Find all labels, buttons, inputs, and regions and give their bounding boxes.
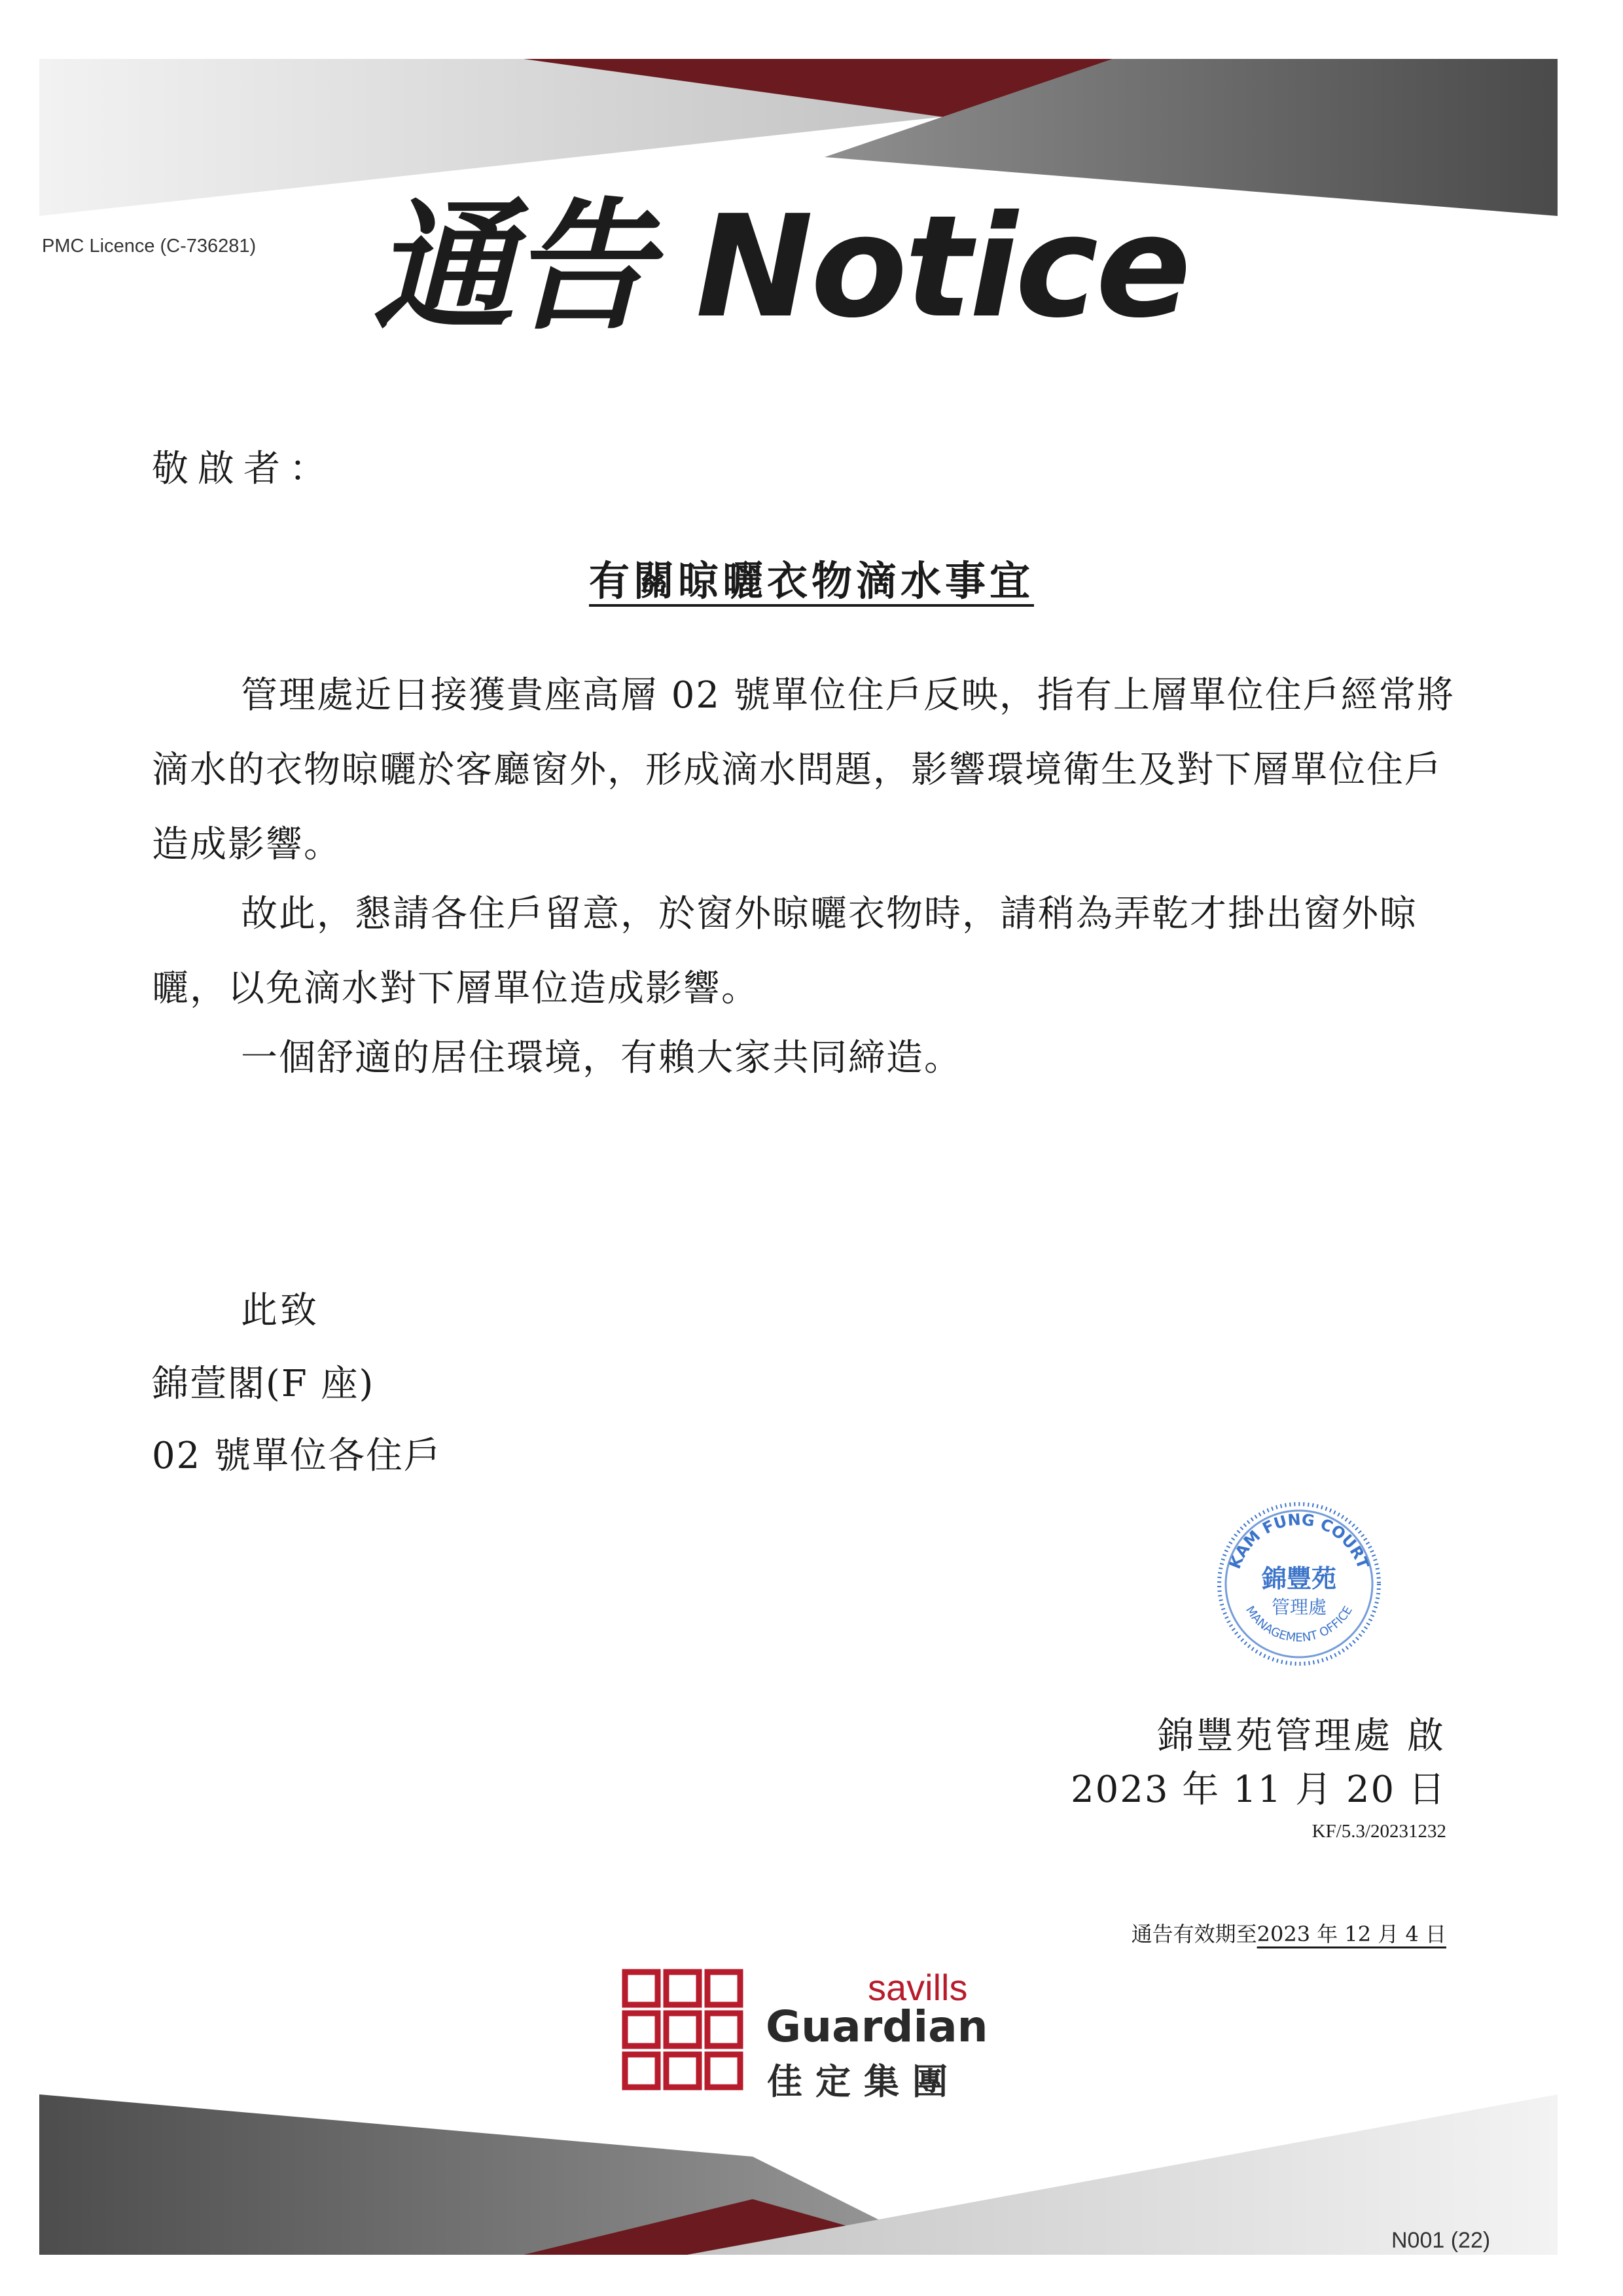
recipient-units: 02 號單位各住戶 [152,1435,442,1477]
body-paragraph-2: 故此，懇請各住戶留意，於窗外晾曬衣物時，請稍為弄乾才掛出窗外晾曬，以免滴水對下層單位造成影響。 [152,893,1418,1010]
reference-number: KF/5.3/20231232 [1311,1821,1446,1842]
issue-date: 2023 年 11 月 20 日 [1070,1768,1446,1811]
body-paragraph-1: 管理處近日接獲貴座高層 02 號單位住戶反映，指有上層單位住戶經常將滴水的衣物晾曬於客廳窗外，形成滴水問題，影響環境衛生及對下層單位住戶造成影響。 [152,674,1455,866]
bottom-footer-band [0,2094,1623,2255]
validity-note [1132,1918,1446,1948]
validity-date: 2023 年 12 月 4 日 [1257,1922,1446,1946]
guardian-logo-icon [622,1969,743,2090]
svg-text:MANAGEMENT OFFICE: MANAGEMENT OFFICE [1243,1604,1355,1645]
salutation: 敬啟者： [152,448,335,490]
svg-text:管理處: 管理處 [1271,1596,1327,1618]
guardian-chinese-name: 佳定集團 [767,2061,961,2102]
office-stamp [1211,1496,1387,1672]
guardian-wordmark: Guardian [766,2001,988,2052]
savills-wordmark: savills [868,1967,968,2008]
notice-title: 通告 Notice [373,185,1189,349]
pmc-licence: PMC Licence (C-736281) [42,236,257,257]
notice-subject: 有關晾曬衣物滴水事宜 [588,557,1034,605]
svg-text:錦豐苑: 錦豐苑 [1261,1564,1337,1593]
issuing-office: 錦豐苑管理處 啟 [1157,1715,1446,1757]
document-number: N001 (22) [1391,2228,1491,2253]
recipient-block: 錦萱閣(F 座) [152,1363,375,1405]
body-paragraph-3: 一個舒適的居住環境，有賴大家共同締造。 [241,1037,962,1079]
svg-text:KAM FUNG COURT: KAM FUNG COURT [1225,1510,1373,1571]
validity-label: 通告有效期至 [1131,1922,1257,1946]
closing: 此致 [241,1289,319,1332]
